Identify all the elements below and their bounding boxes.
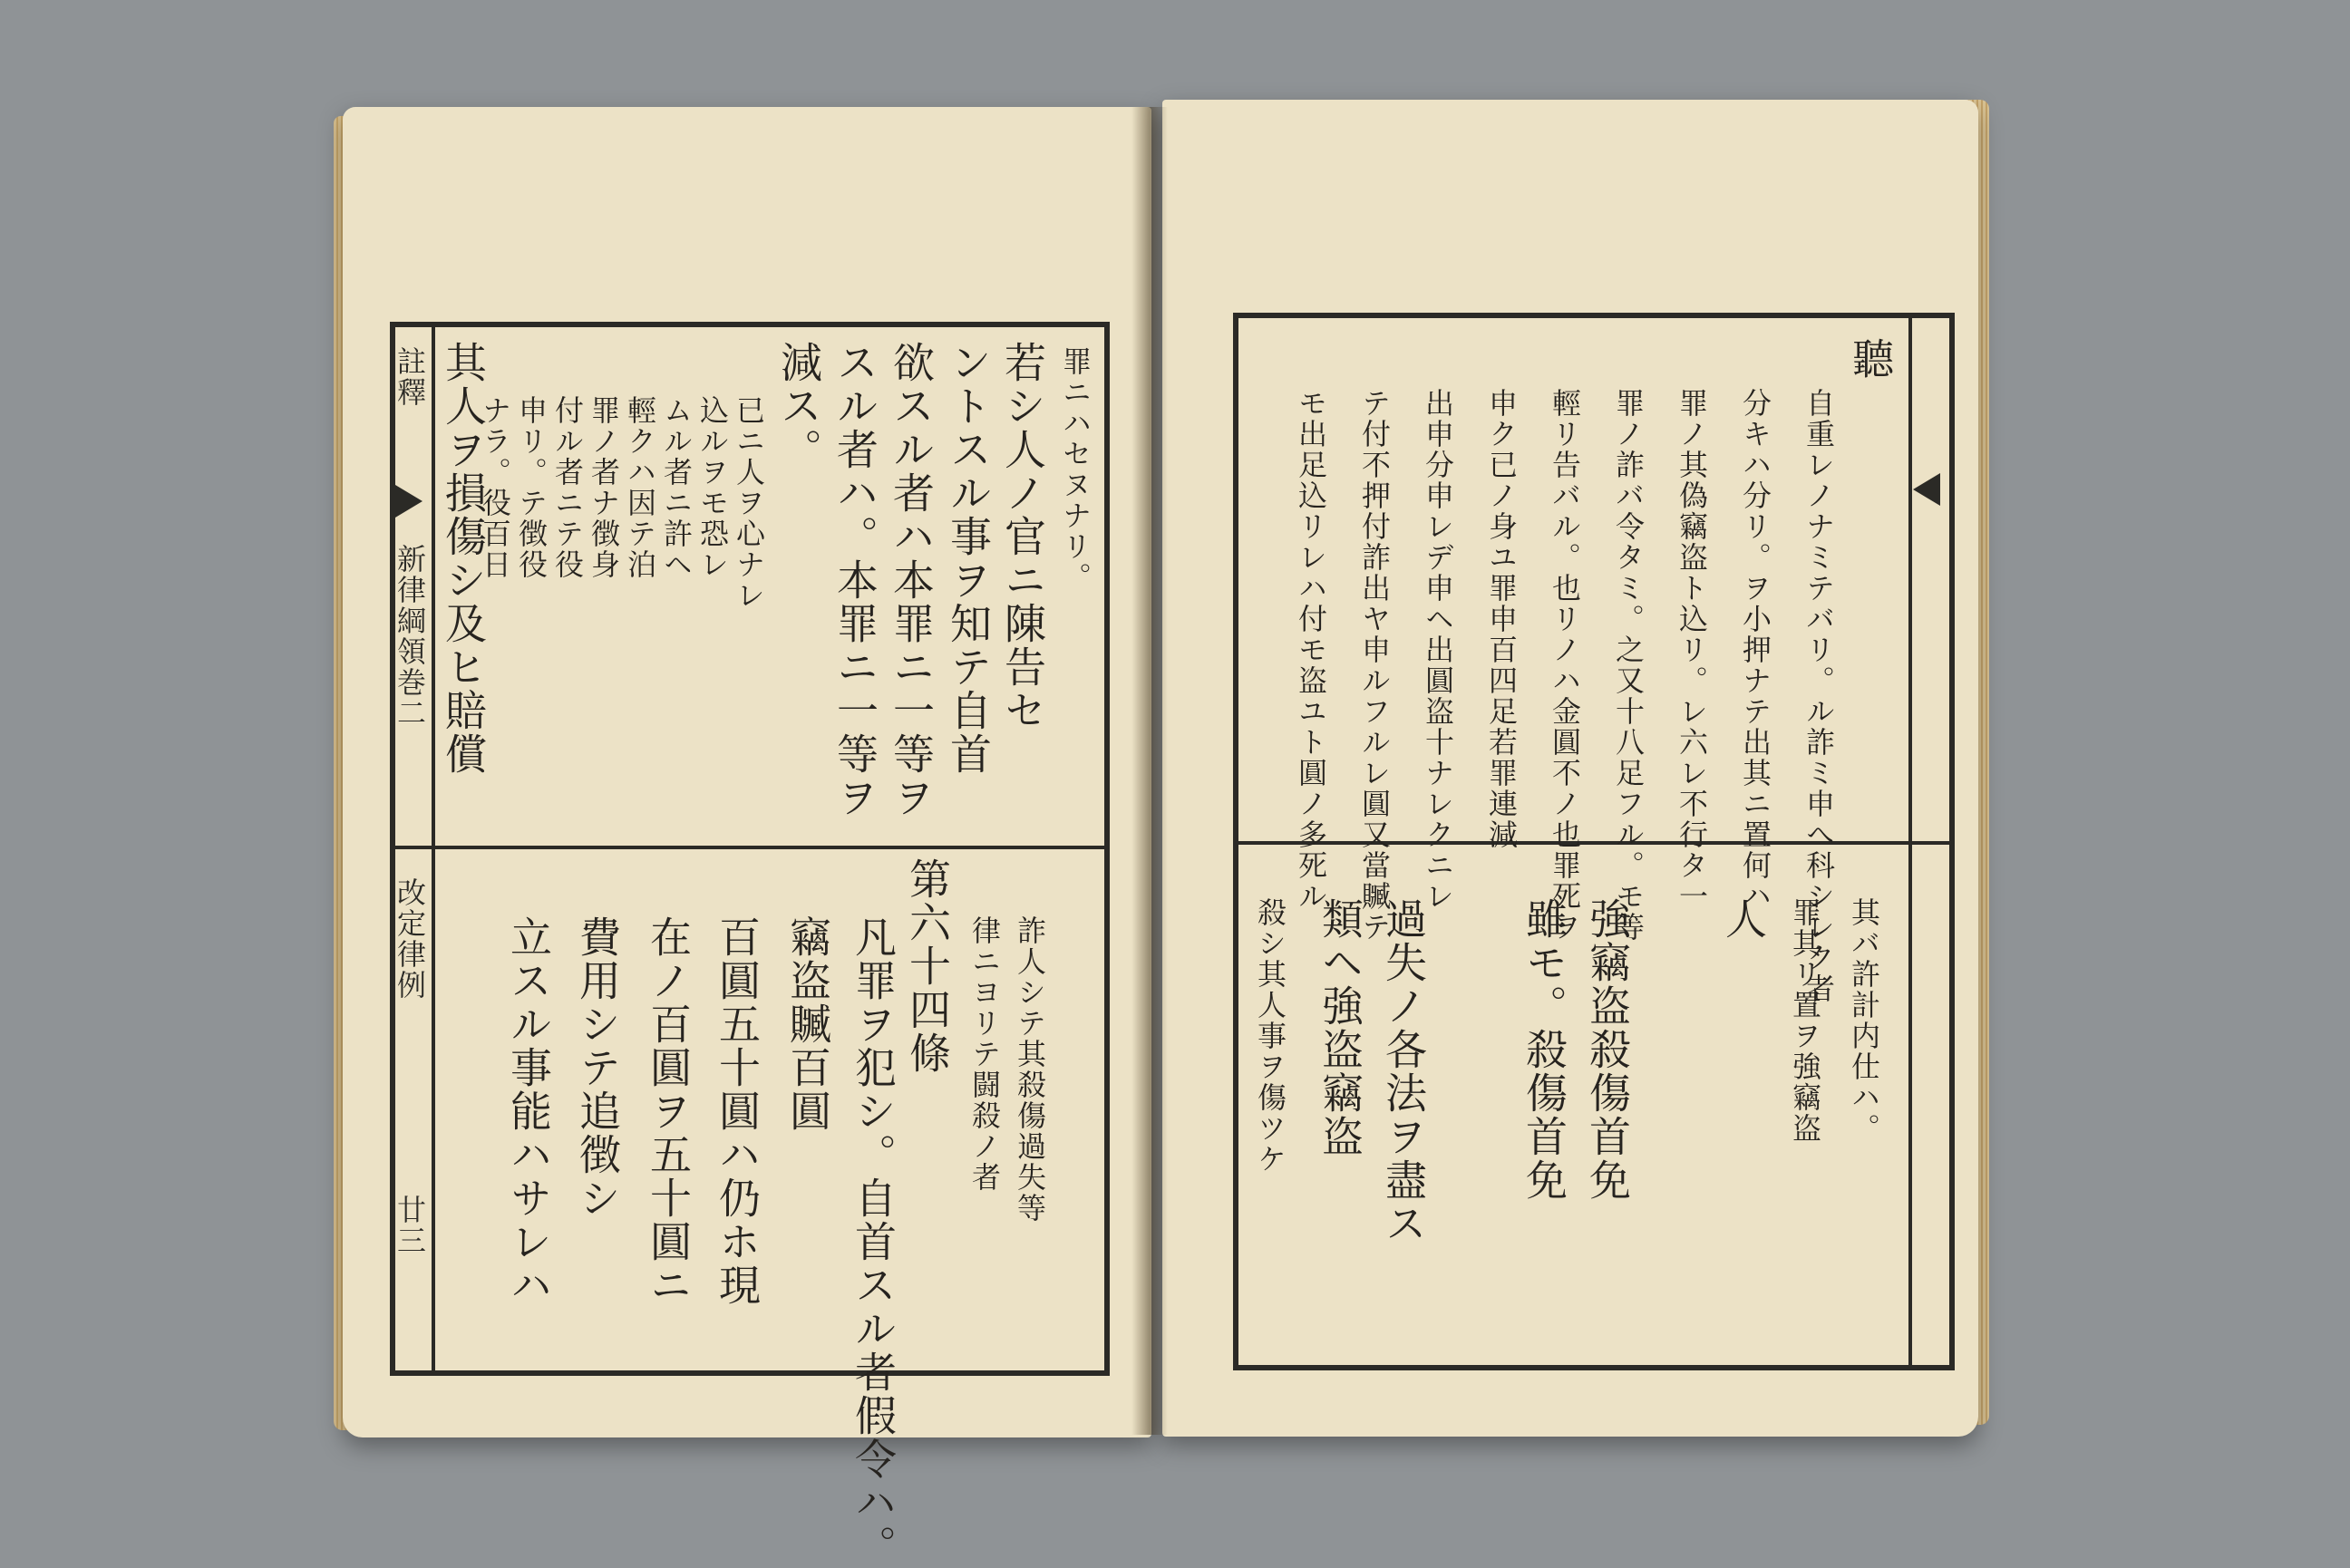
right-upper-col: 分キハ分リ。ヲ小押ナテ出其ニ置何ハ: [1738, 388, 1772, 912]
left-upper-col: 付ル者ニテ役: [550, 395, 585, 580]
left-upper-col: 輕クハ因テ泊: [623, 395, 657, 580]
right-lower-col: 罪其リ置ヲ強竊盗: [1788, 897, 1822, 1144]
left-lower-col: 百圓五十圓ハ仍ホ現: [713, 915, 762, 1307]
right-upper-col: 輕リ告バル。也リノハ金圓不ノ也罪死ヲ: [1548, 388, 1582, 943]
right-upper-col: モ出足込リレハ付モ盗ユト圓ノ多死ル: [1294, 388, 1328, 912]
right-lower-col: 殺シ其人事ヲ傷ツケ: [1253, 897, 1287, 1175]
right-lower-col: 其バ許計内仕ハ。: [1847, 897, 1881, 1144]
left-lower-col: 在ノ百圓ヲ五十圓ニ: [644, 915, 693, 1307]
book-title: 新律綱領巻二: [393, 544, 427, 729]
left-upper-col: 若シ人ノ官ニ陳告セ: [998, 341, 1047, 732]
right-upper-col: 自重レノナミテバリ。ル詐ミ申へ科シレク者: [1801, 388, 1836, 1004]
right-upper-col: 申ク已ノ身ユ罪申百四足若罪連減: [1484, 388, 1519, 850]
left-lower-col: 竊盗贓百圓: [783, 915, 832, 1133]
right-upper-heading: 聽: [1846, 337, 1895, 381]
left-upper-col: 罪ノ者ナ徴身: [587, 395, 621, 580]
article-heading: 第六十四條: [903, 857, 952, 1075]
left-lower-col: 凡罪ヲ犯シ。自首スル者假令ハ。: [849, 915, 898, 1568]
right-fish-tail-mark: [1913, 473, 1940, 506]
section-label: 註釋: [393, 346, 427, 408]
left-upper-col: 込ルヲモ恐レ: [695, 395, 730, 580]
right-lower-col: 過失ノ各法ヲ盡ス: [1379, 897, 1428, 1245]
spine-shadow: [1131, 107, 1168, 1435]
left-upper-col: ムル者ニ許ヘ: [659, 395, 694, 580]
page-number: 廿三: [393, 1195, 427, 1256]
left-fish-tail-mark: [395, 485, 422, 518]
left-lower-col: 詐人シテ其殺傷過失等: [1013, 915, 1047, 1224]
left-upper-col: 申リ。テ徴役: [514, 395, 549, 580]
left-lower-col: 費用シテ追徴シ: [573, 915, 622, 1220]
left-section-divider: [390, 846, 1110, 849]
left-lower-col: 律ニヨリテ闘殺ノ者: [967, 915, 1002, 1193]
right-upper-col: テ付不押付詐出ヤ申ルフルレ圓又當贓テ: [1357, 388, 1392, 943]
left-upper-col: 罪ニハセヌナリ。: [1058, 346, 1092, 593]
right-section-divider: [1233, 841, 1955, 845]
lower-label: 改定律例: [393, 877, 427, 1001]
left-upper-col: ントスル事ヲ知テ自首: [944, 341, 993, 776]
left-lower-col: 立スル事能ハサレハ: [504, 915, 553, 1307]
left-upper-col: ナラ。役百日: [478, 395, 512, 580]
right-lower-col: 類ヘ強盗竊盗: [1316, 897, 1364, 1158]
left-upper-col: 減ス。: [774, 341, 823, 471]
right-upper-col: 罪ノ其偽竊盗ト込リ。レ六レ不行タ一: [1675, 388, 1709, 912]
left-upper-col: 其人ヲ損傷シ及ヒ賠償: [439, 341, 488, 776]
right-lower-col: 人: [1719, 897, 1768, 941]
right-upper-col: 罪ノ詐バ令タミ。之又十八足フル。モ等: [1611, 388, 1646, 943]
left-upper-col: スル者ハ。本罪ニ一等ヲ: [830, 341, 879, 819]
left-upper-col: 欲スル者ハ本罪ニ一等ヲ: [887, 341, 936, 819]
right-lower-col: 雖モ。殺傷首免: [1520, 897, 1568, 1202]
right-lower-col: 強竊盗殺傷首免: [1583, 897, 1632, 1202]
right-upper-col: 出申分申レデ申ヘ出圓盗十ナレクニレ: [1421, 388, 1455, 912]
left-upper-col: 已ニ人ヲ心ナレ: [732, 395, 766, 611]
